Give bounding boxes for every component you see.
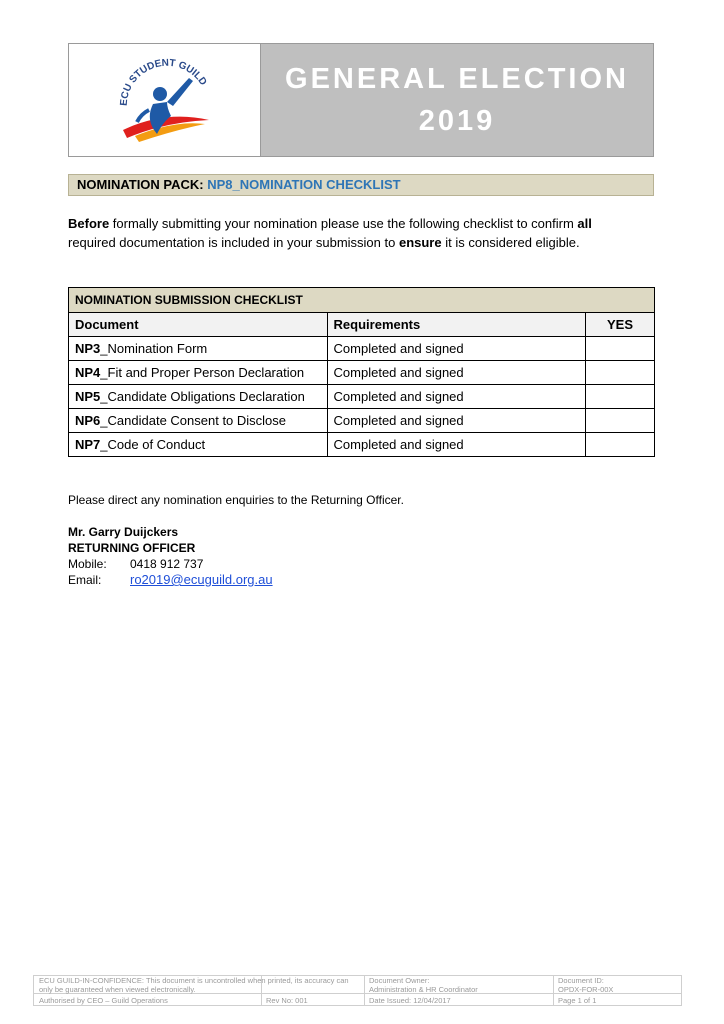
document-code: NP6 [75, 413, 101, 428]
contact-name: Mr. Garry Duijckers [68, 525, 179, 539]
table-row [69, 361, 655, 385]
document-name: _Candidate Obligations Declaration [100, 389, 305, 404]
email-label: Email: [68, 573, 102, 587]
intro-text-1: formally submitting your nomination please use the following checklist to confirm [109, 216, 578, 231]
document-code: NP5 [75, 389, 101, 404]
footer-id-value: OPDX-FOR-00X [558, 985, 614, 994]
requirement-cell: Completed and signed [327, 433, 586, 457]
mobile-number: 0418 912 737 [130, 557, 204, 571]
contact-block [68, 524, 273, 588]
intro-text-2: required documentation is included in your submission to [68, 235, 399, 250]
document-code: NP4 [75, 365, 101, 380]
yes-checkbox-cell[interactable] [586, 385, 655, 409]
footer-authorised: Authorised by CEO – Guild Operations [39, 996, 168, 1005]
footer-rev: Rev No: 001 [266, 996, 308, 1005]
yes-checkbox-cell[interactable] [586, 433, 655, 457]
intro-bold-before: Before [68, 216, 110, 231]
contact-role: RETURNING OFFICER [68, 541, 196, 555]
table-row [69, 433, 655, 457]
logo-cell [69, 44, 261, 156]
column-header-yes: YES [586, 313, 655, 337]
logo-text: ECU STUDENT GUILD [118, 57, 209, 107]
ecu-student-guild-logo [105, 50, 225, 150]
document-code: NP3 [75, 341, 101, 356]
footer-divider [553, 976, 554, 1005]
intro-bold-ensure: ensure [398, 235, 442, 250]
title-line-2: 2019 [418, 105, 496, 137]
footer-id-label: Document ID: [558, 976, 604, 985]
column-header-requirements: Requirements [327, 313, 586, 337]
yes-checkbox-cell[interactable] [586, 409, 655, 433]
footer-owner-value: Administration & HR Coordinator [369, 985, 478, 994]
intro-text-3: it is considered eligible. [441, 235, 580, 250]
document-cell [69, 337, 328, 361]
yes-checkbox-cell[interactable] [586, 361, 655, 385]
document-name: _Nomination Form [100, 341, 208, 356]
document-name: _Fit and Proper Person Declaration [100, 365, 305, 380]
email-link[interactable]: ro2019@ecuguild.org.au [130, 572, 273, 587]
nomination-pack-bar [68, 174, 654, 196]
checklist-caption-row [69, 288, 655, 313]
footer-owner [369, 976, 478, 994]
document-cell [69, 433, 328, 457]
footer-confidential [39, 976, 359, 994]
enquiry-note: Please direct any nomination enquiries to the Returning Officer. [68, 493, 404, 507]
table-row [69, 385, 655, 409]
footer-page: Page 1 of 1 [558, 996, 597, 1005]
pack-name: NP8_NOMINATION CHECKLIST [207, 177, 401, 192]
checklist-header-row [69, 313, 655, 337]
intro-bold-all: all [577, 216, 592, 231]
checklist-caption: NOMINATION SUBMISSION CHECKLIST [69, 288, 655, 313]
footer-owner-label: Document Owner: [369, 976, 430, 985]
document-footer [33, 975, 682, 1006]
table-row [69, 337, 655, 361]
footer-confidential-line-2: only be guaranteed when viewed electronically. [39, 985, 196, 994]
mobile-label: Mobile: [68, 557, 107, 571]
document-cell [69, 385, 328, 409]
footer-document-id [558, 976, 613, 994]
requirement-cell: Completed and signed [327, 385, 586, 409]
nomination-checklist-table [68, 287, 655, 457]
table-row [69, 409, 655, 433]
document-cell [69, 361, 328, 385]
footer-issued: Date Issued: 12/04/2017 [369, 996, 451, 1005]
intro-paragraph [68, 214, 638, 252]
requirement-cell: Completed and signed [327, 361, 586, 385]
title-line-1: GENERAL ELECTION [285, 63, 629, 95]
requirement-cell: Completed and signed [327, 337, 586, 361]
document-header [68, 43, 654, 157]
pack-prefix: NOMINATION PACK: [77, 177, 208, 192]
document-name: _Candidate Consent to Disclose [100, 413, 287, 428]
column-header-document: Document [69, 313, 328, 337]
document-name: _Code of Conduct [100, 437, 206, 452]
election-title [261, 44, 653, 156]
requirement-cell: Completed and signed [327, 409, 586, 433]
yes-checkbox-cell[interactable] [586, 337, 655, 361]
document-code: NP7 [75, 437, 101, 452]
document-cell [69, 409, 328, 433]
footer-divider [364, 976, 365, 1005]
footer-confidential-line-1: ECU GUILD-IN-CONFIDENCE: This document is uncontrolled when printed, its accuracy can [39, 976, 349, 985]
